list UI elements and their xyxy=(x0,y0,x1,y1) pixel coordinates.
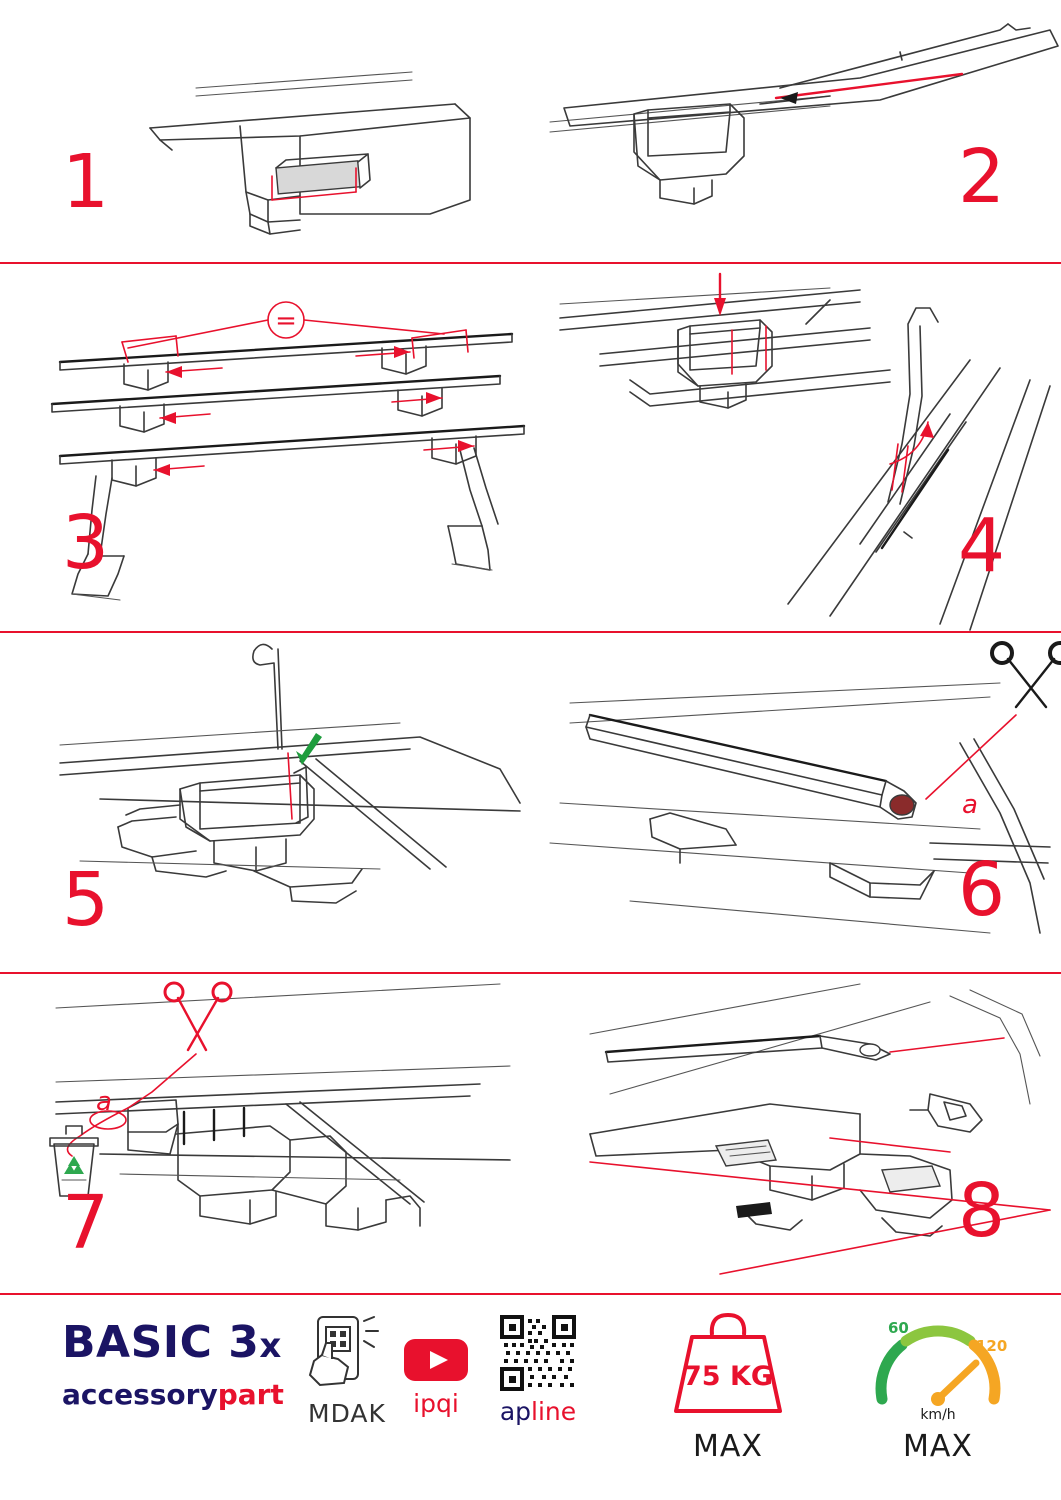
logo-apline-label xyxy=(478,1399,598,1424)
brand-title-main: BASIC 3 xyxy=(62,1317,260,1368)
brand-subtitle-second: part xyxy=(217,1378,284,1411)
equal-symbol-text: = xyxy=(275,306,297,336)
max-load-icon xyxy=(648,1307,808,1423)
max-speed-caption: MAX xyxy=(903,1429,973,1464)
logo-apline[interactable] xyxy=(478,1315,598,1424)
step-panel-8 xyxy=(530,974,1061,1293)
step-panel-4 xyxy=(530,264,1061,631)
brand-title-suffix: x xyxy=(259,1326,282,1366)
logo-apline-label-first: ap xyxy=(499,1397,532,1426)
max-speed-block xyxy=(858,1307,1018,1464)
step-number-1: 1 xyxy=(62,139,110,225)
brand-subtitle-first: accessory xyxy=(62,1378,218,1411)
max-load-value: 75 KG xyxy=(682,1361,774,1392)
max-load-caption: MAX xyxy=(693,1429,763,1464)
brand-title xyxy=(62,1317,284,1368)
step-2-illustration xyxy=(530,0,1061,262)
qr-scan-hand-icon xyxy=(292,1315,402,1393)
max-speed-unit: km/h xyxy=(920,1407,956,1423)
logo-ipqi-label: ipqi xyxy=(413,1389,459,1418)
step-panel-7 xyxy=(0,974,530,1293)
step-panel-1 xyxy=(0,0,530,262)
max-speed-icon xyxy=(858,1307,1018,1423)
youtube-icon xyxy=(400,1333,472,1383)
step-number-4: 4 xyxy=(958,503,1006,589)
step-number-7: 7 xyxy=(62,1180,110,1266)
step-number-6: 6 xyxy=(958,847,1006,933)
max-load-block xyxy=(648,1307,808,1464)
label-a-step7: a xyxy=(96,1087,112,1117)
step-panel-3 xyxy=(0,264,530,631)
logo-apline-label-second: line xyxy=(531,1397,577,1426)
footer xyxy=(0,1293,1061,1500)
step-panel-6 xyxy=(530,633,1061,972)
logo-ipqi[interactable] xyxy=(400,1333,472,1416)
step-number-8: 8 xyxy=(958,1168,1006,1254)
max-speed-tick-low: 60 xyxy=(888,1319,909,1337)
label-a-step6: a xyxy=(962,790,978,820)
brand-block xyxy=(62,1317,284,1411)
step-number-3: 3 xyxy=(62,500,110,586)
logo-mdak-label: MDAK xyxy=(308,1399,386,1428)
step-number-5: 5 xyxy=(62,857,110,943)
step-panel-2 xyxy=(530,0,1061,262)
brand-subtitle xyxy=(62,1378,284,1411)
qr-code-icon xyxy=(500,1315,576,1391)
logo-mdak[interactable] xyxy=(292,1315,402,1426)
max-speed-tick-high: 120 xyxy=(976,1337,1008,1355)
step-panel-5 xyxy=(0,633,530,972)
step-number-2: 2 xyxy=(958,134,1006,220)
